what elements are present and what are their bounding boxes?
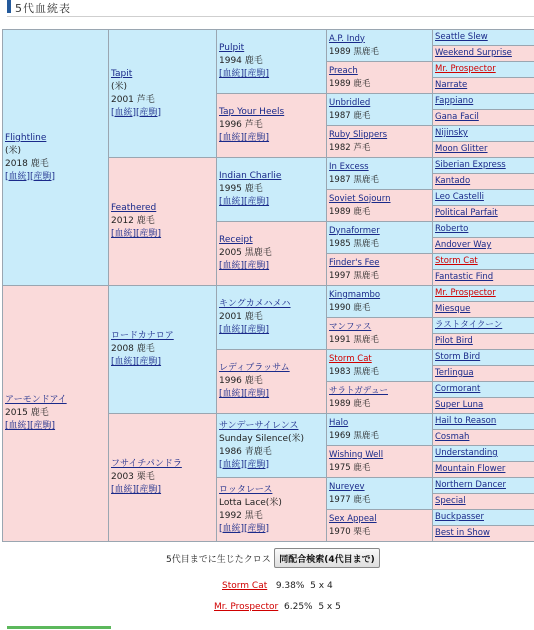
horse-name-link[interactable]: Preach xyxy=(329,65,358,76)
pedigree-link[interactable]: [血統] xyxy=(5,171,31,182)
pedigree-cell-gen5 xyxy=(433,126,534,142)
pedigree-cell-gen5 xyxy=(433,94,534,110)
horse-detail: 1983 黒鹿毛 xyxy=(329,366,379,377)
pedigree-cell-gen3 xyxy=(217,222,327,286)
pedigree-link[interactable]: [血統] xyxy=(219,325,245,335)
section-header xyxy=(0,0,534,22)
horse-detail: 1986 青鹿毛 xyxy=(219,446,272,457)
horse-name-link[interactable]: Sex Appeal xyxy=(329,513,377,524)
pedigree-cell-gen4 xyxy=(327,62,433,94)
horse-links xyxy=(111,356,216,369)
pedigree-link[interactable]: [血統] xyxy=(111,107,137,118)
cross-item xyxy=(214,602,341,612)
pedigree-cell-gen4 xyxy=(327,158,433,190)
horse-name-link[interactable]: Indian Charlie xyxy=(219,171,282,181)
pedigree-cell-gen2 xyxy=(109,158,217,286)
pedigree-row xyxy=(3,30,534,46)
horse-name-link[interactable]: Tap Your Heels xyxy=(219,107,285,117)
pedigree-link[interactable]: [血統] xyxy=(219,523,245,534)
horse-name-link[interactable]: Leo Castelli xyxy=(435,192,484,202)
offspring-link[interactable]: [産駒] xyxy=(244,261,270,271)
pedigree-cell-gen5 xyxy=(433,382,534,398)
pedigree-cell-gen5 xyxy=(433,158,534,174)
pedigree-cell-gen4 xyxy=(327,254,433,286)
horse-name-link[interactable]: Nijinsky xyxy=(435,128,468,138)
pedigree-cell-gen5 xyxy=(433,62,534,78)
offspring-link[interactable]: [産駒] xyxy=(136,229,162,239)
pedigree-link[interactable]: [血統] xyxy=(5,421,31,431)
offspring-link[interactable]: [産駒] xyxy=(244,389,270,399)
horse-detail: 2001 芦毛 xyxy=(111,94,155,105)
pedigree-link[interactable]: [血統] xyxy=(111,229,137,239)
offspring-link[interactable]: [産駒] xyxy=(136,357,162,367)
horse-detail: 2015 鹿毛 xyxy=(5,408,49,418)
pedigree-cell-gen2 xyxy=(109,414,217,542)
horse-name-link[interactable]: Best in Show xyxy=(435,528,490,538)
pedigree-cell-gen5 xyxy=(433,526,534,542)
pedigree-cell-gen2 xyxy=(109,30,217,158)
pedigree-table xyxy=(2,29,534,542)
pedigree-cell-gen5 xyxy=(433,222,534,238)
horse-links xyxy=(219,324,326,337)
cross-label: 5代目までに生じたクロス xyxy=(166,555,271,565)
horse-detail: 1989 鹿毛 xyxy=(329,78,371,89)
horse-detail: 1992 黒毛 xyxy=(219,510,263,521)
horse-detail: 1982 芦毛 xyxy=(329,142,371,153)
pedigree-cell-gen4 xyxy=(327,478,433,510)
pedigree-link[interactable]: [血統] xyxy=(219,197,245,207)
pedigree-cell-gen3 xyxy=(217,286,327,350)
horse-detail: 2005 黒鹿毛 xyxy=(219,248,272,258)
horse-name-link[interactable]: Andover Way xyxy=(435,240,492,250)
horse-name-link[interactable]: Gana Facil xyxy=(435,112,479,122)
horse-name-link[interactable]: Cormorant xyxy=(435,384,481,394)
pedigree-cell-gen5 xyxy=(433,238,534,254)
horse-detail: 1995 鹿毛 xyxy=(219,184,263,194)
pedigree-cell-gen4 xyxy=(327,350,433,382)
horse-name-link[interactable]: Buckpasser xyxy=(435,512,484,522)
section-title: 5代血統表 xyxy=(15,2,71,15)
pedigree-cell-gen4 xyxy=(327,318,433,350)
horse-detail: 1977 鹿毛 xyxy=(329,494,371,505)
horse-name-link[interactable]: Dynaformer xyxy=(329,225,380,236)
horse-name-link[interactable]: Super Luna xyxy=(435,400,484,410)
horse-name-link[interactable]: Storm Cat xyxy=(435,256,478,266)
horse-detail: 1994 鹿毛 xyxy=(219,56,263,66)
offspring-link[interactable]: [産駒] xyxy=(30,421,56,431)
horse-detail: 1985 黒鹿毛 xyxy=(329,238,379,249)
horse-name-link[interactable]: Tapit xyxy=(111,68,133,79)
horse-name-link[interactable]: Unbridled xyxy=(329,97,371,108)
horse-detail: 1991 黒鹿毛 xyxy=(329,334,379,345)
horse-name-link[interactable]: Soviet Sojourn xyxy=(329,193,391,204)
horse-name-link[interactable]: Feathered xyxy=(111,203,157,213)
pedigree-link[interactable]: [血統] xyxy=(219,133,245,143)
horse-detail: 1987 黒鹿毛 xyxy=(329,174,379,185)
horse-name-link[interactable]: Mr. Prospector xyxy=(435,64,496,74)
pedigree-cell-gen5 xyxy=(433,190,534,206)
horse-links xyxy=(219,260,326,273)
offspring-link[interactable]: [産駒] xyxy=(136,107,162,118)
horse-detail: 1969 黒鹿毛 xyxy=(329,430,379,441)
pedigree-row xyxy=(3,286,534,302)
pedigree-cell-gen5 xyxy=(433,414,534,430)
horse-name-link[interactable]: Nureyev xyxy=(329,481,365,492)
horse-name-link[interactable]: Fappiano xyxy=(435,96,474,106)
pedigree-cell-gen5 xyxy=(433,334,534,350)
horse-alt-name: Sunday Silence(米) xyxy=(219,433,304,444)
horse-links xyxy=(111,107,216,120)
horse-name-link[interactable]: Receipt xyxy=(219,235,253,245)
horse-country: (米) xyxy=(111,81,128,92)
pedigree-cell-gen4 xyxy=(327,94,433,126)
pedigree-link[interactable]: [血統] xyxy=(219,69,245,79)
cross-generation: 5 x 5 xyxy=(318,602,341,612)
header-accent-bar xyxy=(7,0,11,13)
pedigree-cell-gen4 xyxy=(327,446,433,478)
pedigree-cell-gen5 xyxy=(433,78,534,94)
horse-detail: 1989 黒鹿毛 xyxy=(329,46,379,57)
horse-name-link[interactable]: Kantado xyxy=(435,176,471,186)
pedigree-cell-gen5 xyxy=(433,46,534,62)
horse-links xyxy=(219,68,326,81)
pedigree-cell-gen5 xyxy=(433,398,534,414)
pedigree-cell-gen5 xyxy=(433,350,534,366)
pedigree-cell-gen4 xyxy=(327,510,433,542)
horse-links xyxy=(5,420,108,433)
cross-percent: 9.38% xyxy=(275,581,305,591)
horse-name-link[interactable]: Special xyxy=(435,496,466,506)
offspring-link[interactable]: [産駒] xyxy=(244,459,270,470)
horse-name-link[interactable]: レディブラッサム xyxy=(219,363,290,373)
pedigree-cell-gen4 xyxy=(327,126,433,158)
horse-name-link[interactable]: サンデーサイレンス xyxy=(219,420,299,431)
pedigree-cell-gen5 xyxy=(433,446,534,462)
horse-name-link[interactable]: Kingmambo xyxy=(329,289,381,300)
cross-percent: 6.25% xyxy=(284,602,313,612)
horse-name-link[interactable]: Flightline xyxy=(5,132,47,143)
cross-item xyxy=(222,581,333,591)
horse-name-link[interactable]: In Excess xyxy=(329,161,369,172)
horse-name-link[interactable]: Terlingua xyxy=(435,368,474,378)
pedigree-link[interactable]: [血統] xyxy=(219,389,245,399)
horse-detail: 1997 黒鹿毛 xyxy=(329,270,379,281)
horse-name-link[interactable]: Seattle Slew xyxy=(435,32,488,42)
horse-country: (米) xyxy=(5,145,22,156)
horse-detail: 2012 鹿毛 xyxy=(111,216,155,226)
horse-detail: 1989 鹿毛 xyxy=(329,206,371,217)
horse-name-link[interactable]: Wishing Well xyxy=(329,449,384,460)
pedigree-cell-gen5 xyxy=(433,30,534,46)
pedigree-cell-gen5 xyxy=(433,142,534,158)
horse-links xyxy=(111,484,216,497)
horse-name-link[interactable]: Mr. Prospector xyxy=(435,288,496,298)
horse-name-link[interactable]: ラストタイクーン xyxy=(435,320,503,330)
horse-name-link[interactable]: Political Parfait xyxy=(435,208,498,218)
horse-detail: 1975 鹿毛 xyxy=(329,462,371,473)
horse-name-link[interactable]: Hail to Reason xyxy=(435,416,497,426)
horse-detail: 2003 栗毛 xyxy=(111,472,155,482)
offspring-link[interactable]: [産駒] xyxy=(244,69,270,79)
pedigree-cell-gen3 xyxy=(217,414,327,478)
bottom-green-bar xyxy=(7,626,111,629)
horse-name-link[interactable]: Understanding xyxy=(435,448,498,458)
same-breeding-search-button[interactable]: 同配合検索(4代目まで) xyxy=(274,548,380,568)
pedigree-cell-gen5 xyxy=(433,318,534,334)
pedigree-cell-gen2 xyxy=(109,286,217,414)
pedigree-cell-gen3 xyxy=(217,158,327,222)
pedigree-cell-gen3 xyxy=(217,350,327,414)
offspring-link[interactable]: [産駒] xyxy=(244,325,270,335)
cross-generation: 5 x 4 xyxy=(310,581,333,591)
horse-detail: 1987 鹿毛 xyxy=(329,110,371,121)
horse-name-link[interactable]: ロードカナロア xyxy=(111,331,174,341)
horse-links xyxy=(219,388,326,401)
pedigree-cell-gen4 xyxy=(327,286,433,318)
offspring-link[interactable]: [産駒] xyxy=(136,485,162,495)
horse-name-link[interactable]: Pilot Bird xyxy=(435,336,473,346)
pedigree-cell-gen4 xyxy=(327,382,433,414)
pedigree-cell-gen4 xyxy=(327,30,433,62)
horse-name-link[interactable]: アーモンドアイ xyxy=(5,395,67,405)
cross-horse-link[interactable]: Mr. Prospector xyxy=(214,602,279,612)
pedigree-cell-gen1 xyxy=(3,30,109,286)
pedigree-cell-gen3 xyxy=(217,94,327,158)
horse-links xyxy=(219,523,326,536)
horse-detail: 1989 鹿毛 xyxy=(329,398,371,409)
horse-detail: 1990 鹿毛 xyxy=(329,302,371,313)
pedigree-link[interactable]: [血統] xyxy=(219,459,245,470)
horse-name-link[interactable]: キングカメハメハ xyxy=(219,299,291,309)
horse-name-link[interactable]: ロッタレース xyxy=(219,484,273,495)
horse-name-link[interactable]: A.P. Indy xyxy=(329,33,365,44)
pedigree-cell-gen5 xyxy=(433,462,534,478)
offspring-link[interactable]: [産駒] xyxy=(244,197,270,207)
horse-detail: 1996 鹿毛 xyxy=(219,376,263,386)
pedigree-cell-gen4 xyxy=(327,222,433,254)
horse-detail: 1970 栗毛 xyxy=(329,526,371,537)
horse-name-link[interactable]: Moon Glitter xyxy=(435,144,488,154)
horse-detail: 2001 鹿毛 xyxy=(219,312,263,322)
pedigree-cell-gen5 xyxy=(433,510,534,526)
pedigree-cell-gen5 xyxy=(433,366,534,382)
pedigree-cell-gen3 xyxy=(217,30,327,94)
horse-name-link[interactable]: Mountain Flower xyxy=(435,464,506,474)
pedigree-cell-gen5 xyxy=(433,174,534,190)
offspring-link[interactable]: [産駒] xyxy=(244,133,270,143)
pedigree-cell-gen5 xyxy=(433,270,534,286)
pedigree-cell-gen4 xyxy=(327,414,433,446)
horse-links xyxy=(219,459,326,472)
horse-detail: 2008 鹿毛 xyxy=(111,344,155,354)
pedigree-cell-gen5 xyxy=(433,254,534,270)
pedigree-link[interactable]: [血統] xyxy=(111,485,137,495)
horse-links xyxy=(111,228,216,241)
horse-name-link[interactable]: Finder's Fee xyxy=(329,257,380,268)
horse-detail: 1996 芦毛 xyxy=(219,120,263,130)
pedigree-cell-gen1 xyxy=(3,286,109,542)
horse-links xyxy=(219,132,326,145)
horse-name-link[interactable]: サラトガデュー xyxy=(329,385,388,396)
horse-name-link[interactable]: Narrate xyxy=(435,80,468,90)
horse-name-link[interactable]: フサイチパンドラ xyxy=(111,459,182,469)
pedigree-cell-gen5 xyxy=(433,494,534,510)
horse-detail: 2018 鹿毛 xyxy=(5,158,49,169)
horse-name-link[interactable]: Storm Cat xyxy=(329,353,372,364)
pedigree-cell-gen4 xyxy=(327,190,433,222)
horse-name-link[interactable]: マンファス xyxy=(329,321,372,332)
horse-links xyxy=(5,171,108,184)
pedigree-cell-gen5 xyxy=(433,206,534,222)
pedigree-cell-gen5 xyxy=(433,302,534,318)
pedigree-cell-gen5 xyxy=(433,110,534,126)
pedigree-cell-gen5 xyxy=(433,286,534,302)
offspring-link[interactable]: [産駒] xyxy=(244,523,270,534)
pedigree-link[interactable]: [血統] xyxy=(219,261,245,271)
horse-name-link[interactable]: Roberto xyxy=(435,224,469,234)
horse-name-link[interactable]: Weekend Surprise xyxy=(435,48,512,58)
horse-name-link[interactable]: Northern Dancer xyxy=(435,480,506,490)
horse-name-link[interactable]: Ruby Slippers xyxy=(329,129,388,140)
horse-alt-name: Lotta Lace(米) xyxy=(219,497,282,508)
pedigree-link[interactable]: [血統] xyxy=(111,357,137,367)
horse-name-link[interactable]: Siberian Express xyxy=(435,160,506,170)
pedigree-cell-gen3 xyxy=(217,478,327,542)
pedigree-cell-gen5 xyxy=(433,478,534,494)
horse-name-link[interactable]: Cosmah xyxy=(435,432,470,442)
cross-horse-link[interactable]: Storm Cat xyxy=(222,581,268,591)
horse-name-link[interactable]: Storm Bird xyxy=(435,352,481,362)
horse-links xyxy=(219,196,326,209)
offspring-link[interactable]: [産駒] xyxy=(30,171,56,182)
header-divider xyxy=(7,16,534,17)
horse-name-link[interactable]: Fantastic Find xyxy=(435,272,494,282)
horse-name-link[interactable]: Halo xyxy=(329,417,349,428)
horse-name-link[interactable]: Miesque xyxy=(435,304,471,314)
pedigree-cell-gen5 xyxy=(433,430,534,446)
horse-name-link[interactable]: Pulpit xyxy=(219,43,245,53)
